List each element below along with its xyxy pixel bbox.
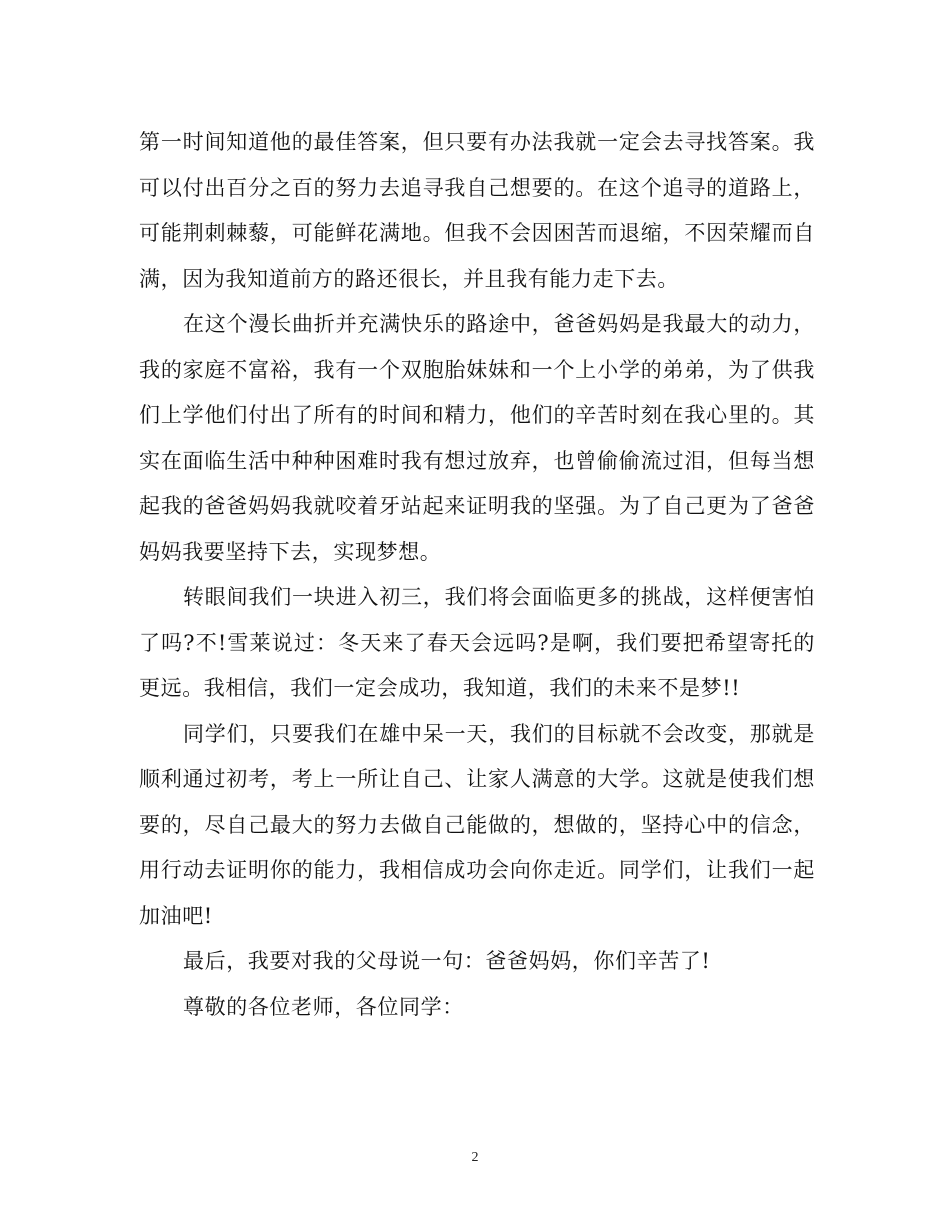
body-text bbox=[139, 120, 815, 1030]
paragraph-classmates: 同学们，只要我们在雄中呆一天，我们的目标就不会改变，那就是顺利通过初考，考上一所让自己、让家人满意的大学。这就是使我们想要的，尽自己最大的努力去做自己能做的，想做的，坚持心中的信念，用行动去证明你的能力，我相信成功会向你走近。同学们，让我们一起加油吧! bbox=[139, 721, 815, 928]
paragraph-grade-three: 转眼间我们一块进入初三，我们将会面临更多的挑战，这样便害怕了吗?不!雪莱说过：冬天来了春天会远吗?是啊，我们要把希望寄托的更远。我相信，我们一定会成功，我知道，我们的未来不是梦!! bbox=[139, 585, 815, 700]
paragraph-salutation: 尊敬的各位老师，各位同学： bbox=[183, 994, 464, 1019]
paragraph-parents-motivation: 在这个漫长曲折并充满快乐的路途中，爸爸妈妈是我最大的动力，我的家庭不富裕，我有一个双胞胎妹妹和一个上小学的弟弟，为了供我们上学他们付出了所有的时间和精力，他们的辛苦时刻在我心里的。其实在面临生活中种种困难时我有想过放弃，也曾偷偷流过泪，但每当想起我的爸爸妈妈我就咬着牙站起来证明我的坚强。为了自己更为了爸爸妈妈我要坚持下去，实现梦想。 bbox=[139, 312, 815, 564]
paragraph-thanks-parents: 最后，我要对我的父母说一句：爸爸妈妈，你们辛苦了! bbox=[183, 949, 711, 973]
page-number: 2 bbox=[471, 1150, 479, 1165]
paragraph-continuation: 第一时间知道他的最佳答案，但只要有办法我就一定会去寻找答案。我可以付出百分之百的努力去追寻我自己想要的。在这个追寻的道路上，可能荆刺棘藜，可能鲜花满地。但我不会因困苦而退缩，不因荣耀而自满，因为我知道前方的路还很长，并且我有能力走下去。 bbox=[139, 130, 815, 291]
